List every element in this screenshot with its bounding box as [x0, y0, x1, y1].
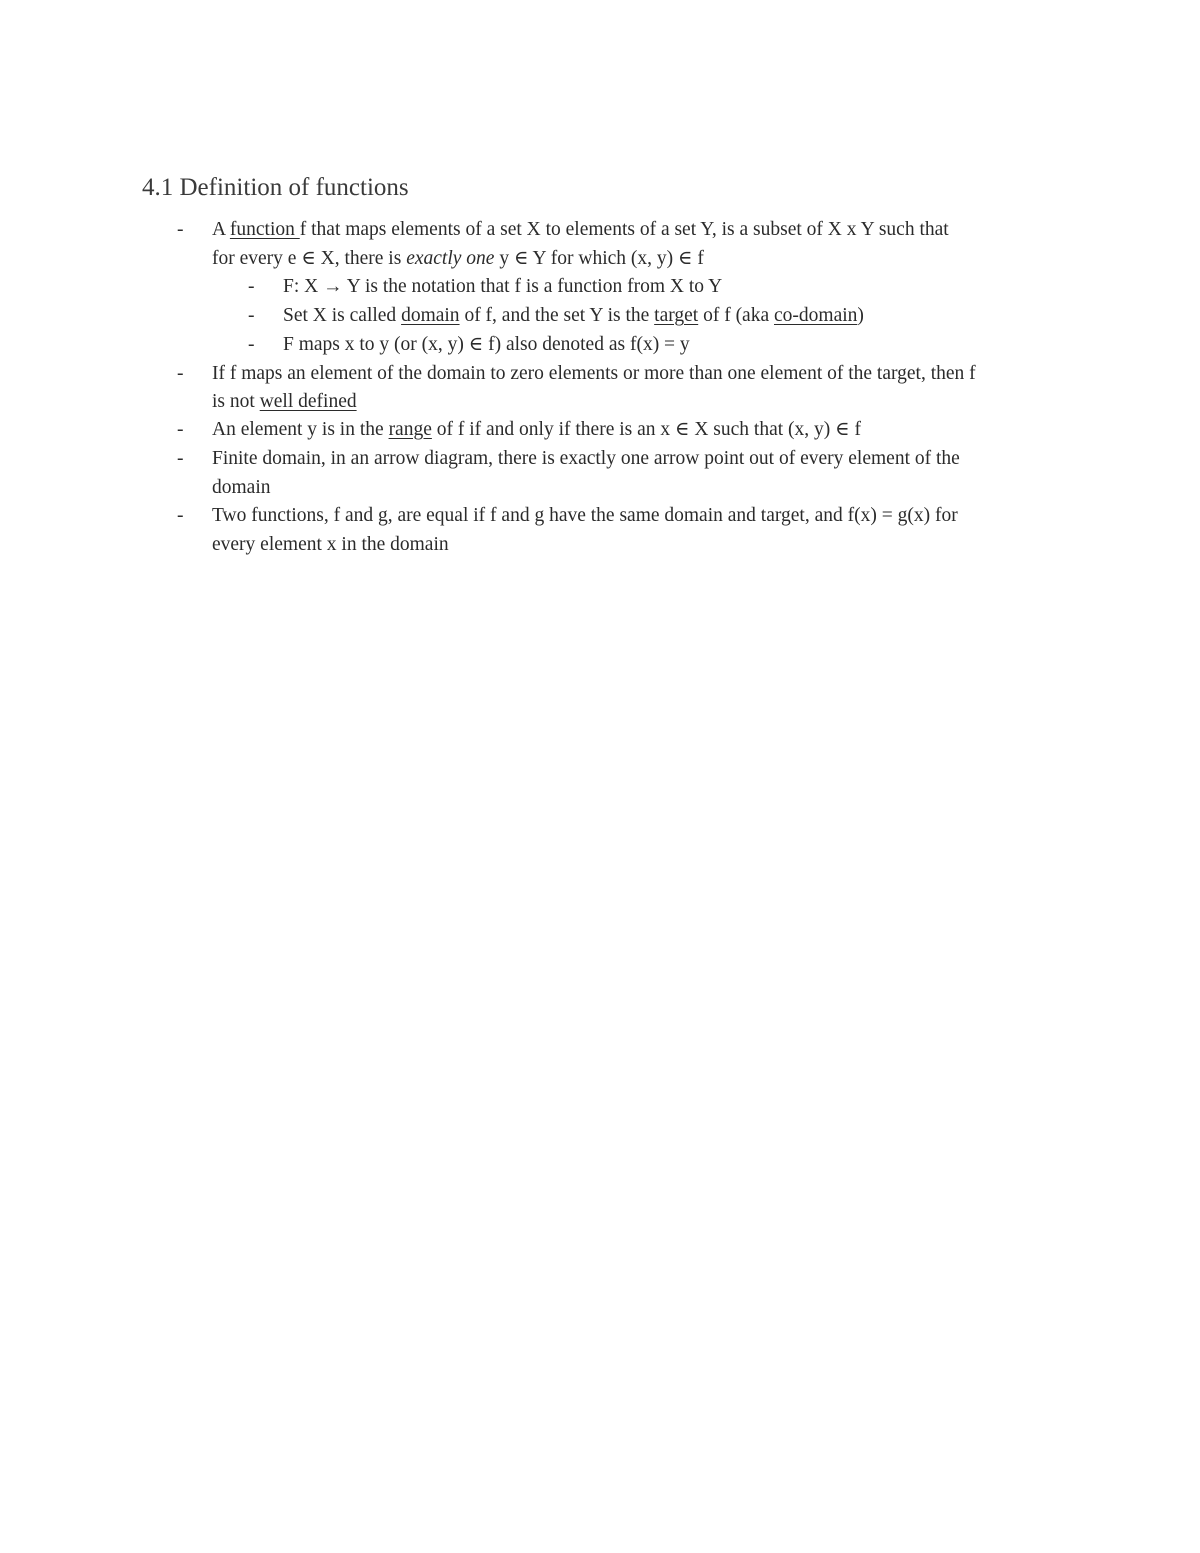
term-range: range	[388, 419, 432, 440]
section-heading: 4.1 Definition of functions	[142, 174, 409, 201]
bullet-4-line-1: Finite domain, in an arrow diagram, there is exactly one arrow point out of every element of the	[212, 448, 960, 469]
bullet-2-line-2: is not well defined	[212, 391, 357, 412]
sub-bullet-marker: -	[248, 276, 255, 297]
bullet-2-line-1: If f maps an element of the domain to zero elements or more than one element of the target, then f	[212, 363, 976, 384]
bullet-marker: -	[177, 363, 184, 384]
emphasis-exactly-one: exactly one	[406, 248, 495, 269]
sub-bullet-3: F maps x to y (or (x, y) ∈ f) also denoted as f(x) = y	[283, 334, 690, 355]
bullet-5-line-2: every element x in the domain	[212, 534, 449, 555]
bullet-5-line-1: Two functions, f and g, are equal if f and g have the same domain and target, and f(x) = g(x) for	[212, 505, 958, 526]
sub-bullet-marker: -	[248, 305, 255, 326]
bullet-marker: -	[177, 448, 184, 469]
sub-bullet-2: Set X is called domain of f, and the set Y is the target of f (aka co-domain)	[283, 305, 864, 326]
bullet-marker: -	[177, 219, 184, 240]
sub-bullet-1: F: X → Y is the notation that f is a function from X to Y	[283, 276, 723, 297]
term-domain: domain	[401, 305, 460, 326]
term-function: function	[229, 219, 300, 240]
bullet-1-line-2: for every e ∈ X, there is exactly one y ∈ Y for which (x, y) ∈ f	[212, 248, 704, 269]
bullet-3: An element y is in the range of f if and only if there is an x ∈ X such that (x, y) ∈ f	[212, 419, 861, 440]
bullet-1-line-1: A function f that maps elements of a set X to elements of a set Y, is a subset of X x Y such that	[212, 219, 949, 240]
term-target: target	[654, 305, 699, 326]
term-well-defined: well defined	[259, 391, 357, 412]
bullet-4-line-2: domain	[212, 477, 271, 498]
bullet-marker: -	[177, 419, 184, 440]
term-co-domain: co-domain	[774, 305, 858, 326]
bullet-marker: -	[177, 505, 184, 526]
sub-bullet-marker: -	[248, 334, 255, 355]
